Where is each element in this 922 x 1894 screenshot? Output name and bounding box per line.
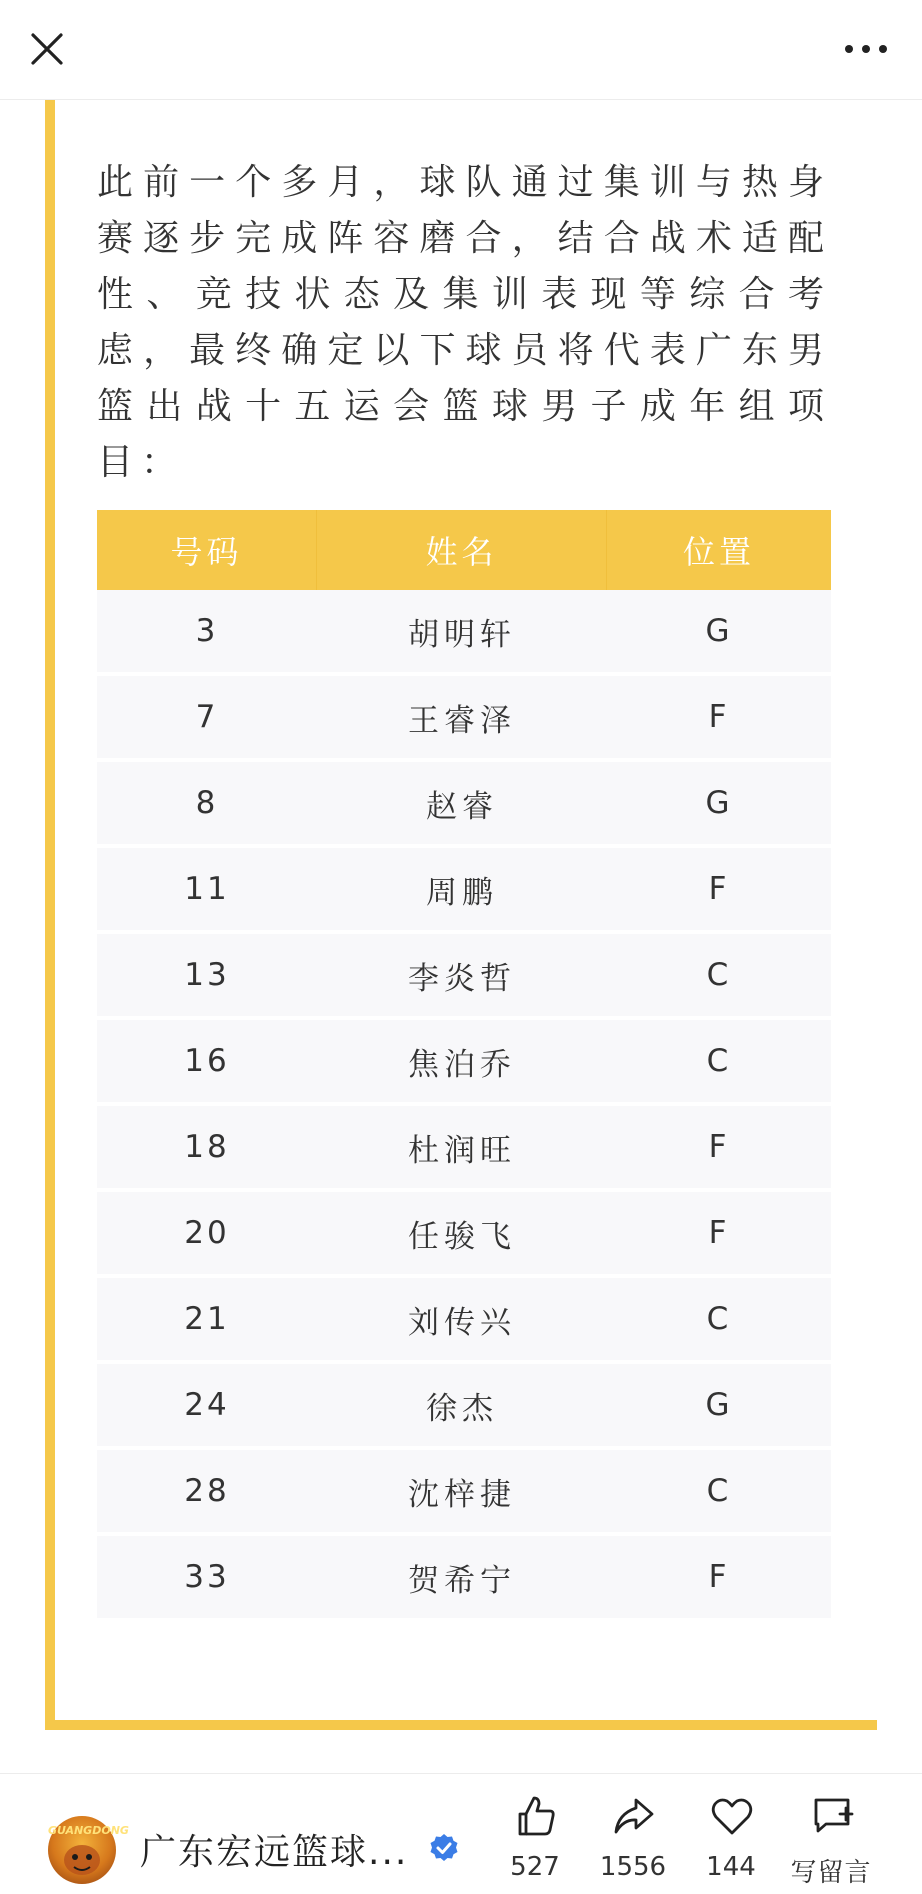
cell-position: C: [607, 1278, 831, 1364]
cell-number: 21: [97, 1278, 317, 1364]
verified-badge-icon: [428, 1832, 460, 1864]
table-row: [97, 1536, 831, 1622]
cell-number: 8: [97, 762, 317, 848]
cell-number: 7: [97, 676, 317, 762]
cell-number: 16: [97, 1020, 317, 1106]
close-icon: [30, 32, 64, 66]
heart-icon: [710, 1794, 754, 1838]
cell-position: F: [607, 1106, 831, 1192]
favorite-button[interactable]: [686, 1794, 776, 1894]
like-count: 527: [510, 1852, 560, 1882]
cell-number: 24: [97, 1364, 317, 1450]
table-row: [97, 848, 831, 934]
cell-position: F: [607, 1192, 831, 1278]
cell-name: 任骏飞: [317, 1192, 607, 1278]
cell-name: 赵睿: [317, 762, 607, 848]
table-row: [97, 1364, 831, 1450]
cell-position: G: [607, 590, 831, 676]
cell-position: C: [607, 1450, 831, 1536]
cell-position: G: [607, 762, 831, 848]
cell-name: 焦泊乔: [317, 1020, 607, 1106]
like-button[interactable]: [490, 1794, 580, 1894]
account-avatar[interactable]: [48, 1816, 129, 1884]
table-row: [97, 590, 831, 676]
roster-table: [97, 510, 831, 1622]
table-row: [97, 1450, 831, 1536]
more-dots-icon: [844, 44, 888, 54]
cell-name: 沈梓捷: [317, 1450, 607, 1536]
table-row: [97, 1278, 831, 1364]
bottom-bar: [0, 1773, 922, 1893]
cell-name: 王睿泽: [317, 676, 607, 762]
cell-position: C: [607, 934, 831, 1020]
comment-add-icon: [810, 1794, 854, 1838]
cell-number: 13: [97, 934, 317, 1020]
favorite-count: 144: [706, 1852, 756, 1882]
table-row: [97, 676, 831, 762]
more-options-button[interactable]: [836, 24, 896, 74]
share-arrow-icon: [612, 1794, 656, 1838]
account-name[interactable]: 广东宏远篮球...: [140, 1832, 409, 1873]
cell-number: 20: [97, 1192, 317, 1278]
cell-name: 周鹏: [317, 848, 607, 934]
comment-label: 写留言: [790, 1858, 872, 1888]
header-position: 位置: [607, 510, 831, 590]
table-row: [97, 934, 831, 1020]
table-row: [97, 1192, 831, 1278]
cell-position: F: [607, 848, 831, 934]
cell-name: 杜润旺: [317, 1106, 607, 1192]
cell-name: 贺希宁: [317, 1536, 607, 1622]
cell-position: F: [607, 1536, 831, 1622]
avatar-logo-text: GUANGDONG: [48, 1824, 129, 1837]
cell-name: 胡明轩: [317, 590, 607, 676]
share-count: 1556: [599, 1852, 667, 1882]
cell-position: G: [607, 1364, 831, 1450]
table-row: [97, 762, 831, 848]
cell-number: 11: [97, 848, 317, 934]
table-row: [97, 1020, 831, 1106]
header-name: 姓名: [317, 510, 607, 590]
intro-paragraph: 此前一个多月，球队通过集训与热身赛逐步完成阵容磨合，结合战术适配性、竞技状态及集训表现等综合考虑，最终确定以下球员将代表广东男篮出战十五运会篮球男子成年组项目：: [97, 162, 832, 483]
cell-position: F: [607, 676, 831, 762]
cell-number: 18: [97, 1106, 317, 1192]
table-row: [97, 1106, 831, 1192]
cell-number: 3: [97, 590, 317, 676]
thumbs-up-icon: [514, 1794, 558, 1838]
top-bar: [0, 0, 922, 100]
cell-name: 刘传兴: [317, 1278, 607, 1364]
cell-position: C: [607, 1020, 831, 1106]
share-button[interactable]: [588, 1794, 678, 1894]
cell-name: 徐杰: [317, 1364, 607, 1450]
cell-number: 33: [97, 1536, 317, 1622]
tiger-logo-icon: [48, 1816, 129, 1884]
header-number: 号码: [97, 510, 317, 590]
cell-name: 李炎哲: [317, 934, 607, 1020]
close-button[interactable]: [22, 24, 72, 74]
cell-number: 28: [97, 1450, 317, 1536]
table-header-row: [97, 510, 831, 590]
comment-button[interactable]: [786, 1794, 876, 1894]
